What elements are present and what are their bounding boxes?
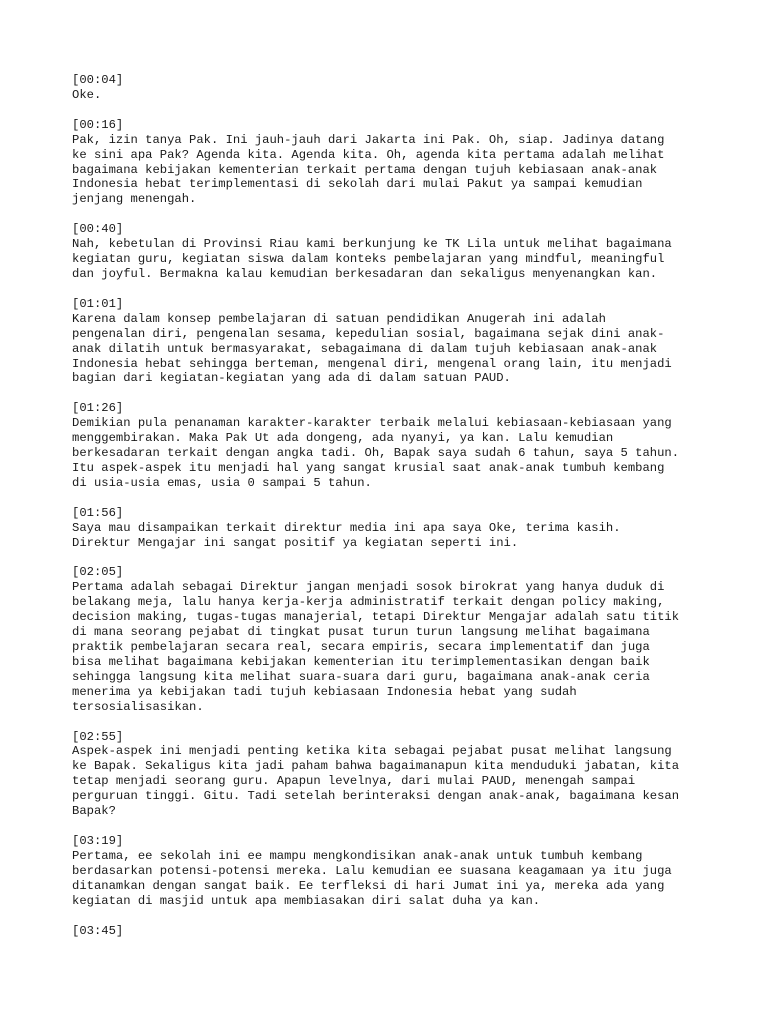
timestamp: [01:01] [72, 296, 124, 311]
transcript-line: tetap menjadi seorang guru. Apapun levelnya, dari mulai PAUD, menengah sampai [72, 774, 636, 789]
timestamp: [03:45] [72, 923, 124, 938]
transcript-line: Nah, kebetulan di Provinsi Riau kami berkunjung ke TK Lila untuk melihat bagaimana [72, 237, 672, 252]
transcript-line: Itu aspek-aspek itu menjadi hal yang sangat krusial saat anak-anak tumbuh kembang [72, 460, 665, 475]
transcript-line: perguruan tinggi. Gitu. Tadi setelah berinteraksi dengan anak-anak, bagaimana kesan [72, 789, 680, 804]
transcript-line: bagaimana kebijakan kementerian terkait pertama dengan tujuh kebiasaan anak-anak [72, 162, 658, 177]
transcript-line: Demikian pula penanaman karakter-karakter terbaik melalui kebiasaan-kebiasaan yang [72, 416, 672, 431]
transcript-line: berkesadaran terkait dengan angka tadi. Oh, Bapak saya sudah 6 tahun, saya 5 tahun. [72, 446, 680, 461]
transcript-line: berdasarkan potensi-potensi mereka. Lalu kemudian ee suasana keagamaan ya itu juga [72, 863, 672, 878]
transcript-line: decision making, tugas-tugas manajerial, tetapi Direktur Mengajar adalah satu titik [72, 610, 680, 625]
transcript-line: Saya mau disampaikan terkait direktur media ini apa saya Oke, terima kasih. [72, 520, 621, 535]
timestamp: [01:26] [72, 401, 124, 416]
transcript-line: ditanamkan dengan sangat baik. Ee terfleksi di hari Jumat ini ya, mereka ada yang [72, 878, 665, 893]
timestamp: [00:16] [72, 117, 124, 132]
transcript-line: kegiatan guru, kegiatan siswa dalam konteks pembelajaran yang mindful, meaningful [72, 252, 665, 267]
transcript-line: di mana seorang pejabat di tingkat pusat turun turun langsung melihat bagaimana [72, 625, 650, 640]
transcript-line: menerima ya kebijakan tadi tujuh kebiasaan Indonesia hebat yang sudah [72, 684, 577, 699]
transcript-line: praktik pembelajaran secara real, secara empiris, secara implementatif dan juga [72, 640, 650, 654]
transcript-line: sehingga langsung kita melihat suara-suara dari guru, bagaimana anak-anak ceria [72, 669, 650, 684]
transcript-line: pengenalan diri, pengenalan sesama, kepedulian sosial, bagaimana sejak dini anak- [72, 326, 665, 341]
transcript-line: Indonesia hebat sehingga berteman, mengenal diri, mengenal orang lain, itu menjadi [72, 356, 672, 371]
transcript-entry [72, 297, 712, 386]
transcript-line: jenjang menengah. [72, 192, 197, 207]
transcript-line: Indonesia hebat terimplementasi di sekolah dari mulai Pakut ya sampai kemudian [72, 177, 643, 192]
transcript-line: Aspek-aspek ini menjadi penting ketika kita sebagai pejabat pusat melihat langsung [72, 744, 672, 759]
transcript-line: bagian dari kegiatan-kegiatan yang ada di dalam satuan PAUD. [72, 371, 511, 386]
timestamp: [00:40] [72, 222, 124, 237]
transcript-entry [72, 834, 712, 909]
transcript-entry [72, 401, 712, 490]
transcript-line: bisa melihat bagaimana kebijakan kementerian itu terimplementasikan dengan baik [72, 654, 650, 669]
transcript-line: ke Bapak. Sekaligus kita jadi paham bahwa bagaimanapun kita menduduki jabatan, kita [72, 759, 680, 774]
transcript-entry [72, 924, 712, 939]
timestamp: [01:56] [72, 505, 124, 520]
transcript-line: belakang meja, lalu hanya kerja-kerja administratif terkait dengan policy making, [72, 595, 665, 610]
transcript-line: Pertama adalah sebagai Direktur jangan menjadi sosok birokrat yang hanya duduk di [72, 580, 665, 595]
transcript-line: Karena dalam konsep pembelajaran di satuan pendidikan Anugerah ini adalah [72, 311, 606, 326]
transcript-line: Oke. [72, 87, 102, 102]
transcript-line: tersosialisasikan. [72, 699, 204, 714]
transcript-line: Direktur Mengajar ini sangat positif ya kegiatan seperti ini. [72, 535, 519, 550]
transcript-entry [72, 118, 712, 207]
transcript-line: ke sini apa Pak? Agenda kita. Agenda kita. Oh, agenda kita pertama adalah melihat [72, 147, 665, 162]
transcript-line: kegiatan di masjid untuk apa membiasakan diri salat duha ya kan. [72, 893, 541, 908]
transcript-line: dan joyful. Bermakna kalau kemudian berkesadaran dan sekaligus menyenangkan kan. [72, 266, 658, 281]
transcript-line: anak dilatih untuk bermasyarakat, sebagaimana di dalam tujuh kebiasaan anak-anak [72, 341, 658, 356]
transcript-entry [72, 730, 712, 819]
timestamp: [02:55] [72, 729, 124, 744]
transcript-page [72, 73, 712, 953]
timestamp: [03:19] [72, 833, 124, 848]
transcript-entry [72, 506, 712, 551]
transcript-entry [72, 222, 712, 282]
transcript-line: Bapak? [72, 804, 116, 819]
transcript-line: menggembirakan. Maka Pak Ut ada dongeng, ada nyanyi, ya kan. Lalu kemudian [72, 431, 614, 446]
transcript-line: Pak, izin tanya Pak. Ini jauh-jauh dari Jakarta ini Pak. Oh, siap. Jadinya datang [72, 132, 665, 147]
timestamp: [00:04] [72, 73, 124, 87]
transcript-line: Pertama, ee sekolah ini ee mampu mengkondisikan anak-anak untuk tumbuh kembang [72, 848, 643, 863]
timestamp: [02:05] [72, 565, 124, 580]
transcript-entry [72, 565, 712, 714]
transcript-entry [72, 73, 712, 103]
transcript-line: di usia-usia emas, usia 0 sampai 5 tahun. [72, 475, 372, 490]
